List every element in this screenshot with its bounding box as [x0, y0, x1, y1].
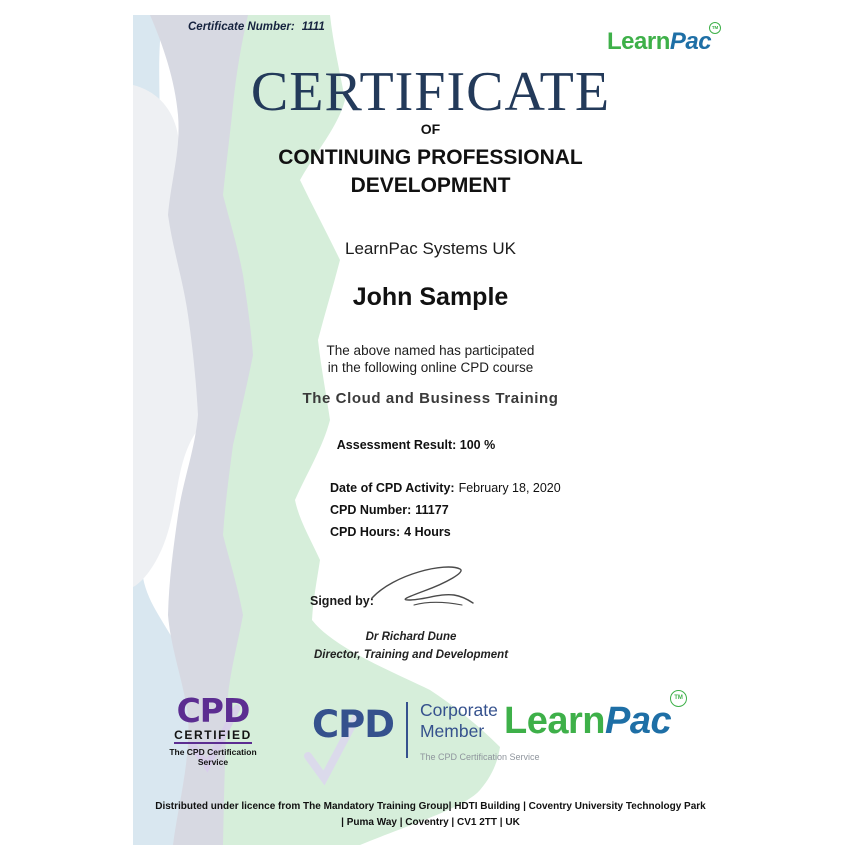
learnpac-learn-text: Learn [607, 28, 670, 55]
learnpac-logo-bottom [504, 695, 688, 742]
learnpac-pac-text: Pac [669, 28, 712, 55]
cpd-number [330, 503, 449, 517]
corporate-service-text: The CPD Certification Service [419, 752, 540, 762]
corporate-member-line2: Member [419, 721, 485, 741]
certificate-number-label: Certificate Number: [188, 21, 295, 33]
participation-line1: The above named has participated [326, 343, 535, 358]
signed-by-label: Signed by: [310, 594, 374, 608]
footer-licence-line1: Distributed under licence from The Mandatory Training Group| HDTI Building | Coventry University Technology Park [155, 801, 706, 812]
participation-line2: in the following online CPD course [327, 360, 534, 375]
cpd-corporate-wordmark: CPD [312, 703, 394, 746]
corporate-member-line1: Corporate [419, 700, 498, 720]
signatory-name: Dr Richard Dune [365, 631, 457, 643]
certificate-number-value: 1111 [301, 21, 325, 33]
cpd-certified-logo [167, 691, 259, 767]
cpd-number-label: CPD Number: [330, 503, 412, 517]
learnpac-logo-top [607, 25, 723, 55]
footer-licence-line2: | Puma Way | Coventry | CV1 2TT | UK [341, 817, 520, 828]
cpd-hours-label: CPD Hours: [330, 525, 401, 539]
learnpac-learn-text: Learn [504, 700, 605, 742]
trademark-icon: TM [670, 690, 687, 707]
divider [406, 702, 408, 758]
cpd-number-value: 11177 [415, 503, 449, 517]
cpd-certified-service-line2: Service [197, 757, 229, 767]
learnpac-pac-text: Pac [604, 700, 672, 742]
assessment-result [133, 438, 699, 452]
trademark-icon: TM [709, 22, 721, 34]
cpd-hours-value: 4 Hours [404, 525, 451, 539]
assessment-label: Assessment Result: [336, 438, 457, 452]
recipient-name: John Sample [352, 283, 509, 311]
certificate-number [188, 21, 325, 33]
issuer-name: LearnPac Systems UK [344, 239, 516, 258]
cpd-hours [330, 525, 451, 539]
course-title: The Cloud and Business Training [302, 390, 559, 407]
title-of: OF [420, 121, 441, 137]
date-label: Date of CPD Activity: [330, 481, 455, 495]
signatory-title: Director, Training and Development [313, 649, 509, 661]
page-title: CERTIFICATE [250, 61, 611, 123]
cpd-certified-label: CERTIFIED [174, 728, 252, 742]
cpd-certified-wordmark: CPD [176, 691, 250, 730]
cpd-activity-date [330, 481, 561, 495]
assessment-value: 100 % [459, 438, 496, 452]
signature-image [366, 556, 478, 618]
cpd-certified-service-line1: The CPD Certification [169, 747, 257, 757]
date-value: February 18, 2020 [458, 481, 561, 495]
subtitle-line1: CONTINUING PROFESSIONAL [278, 146, 583, 169]
subtitle-line2: DEVELOPMENT [350, 174, 511, 197]
